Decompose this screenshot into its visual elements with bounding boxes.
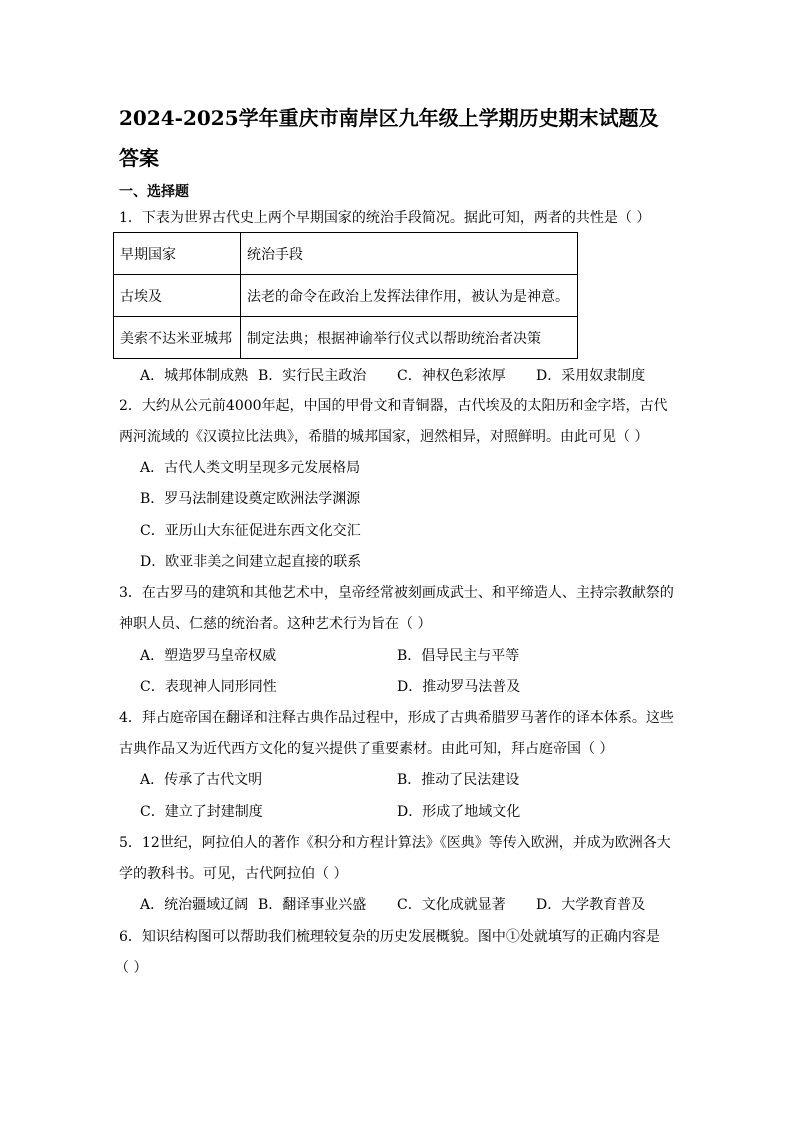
q5-stem-line2: 学的教科书。可见，古代阿拉伯（ ） — [119, 866, 348, 882]
q1-option-b: B．实行民主政治 — [258, 368, 367, 384]
table-row — [114, 233, 578, 275]
q4-option-a: A．传承了古代文明 — [140, 772, 263, 788]
q4-stem-line2: 古典作品又为近代西方文化的复兴提供了重要素材。由此可知，拜占庭帝国（ ） — [119, 741, 614, 757]
q4-stem-line1: 4．拜占庭帝国在翻译和注释古典作品过程中，形成了古典希腊罗马著作的译本体系。这些 — [119, 710, 674, 726]
q3-option-c: C．表现神人同形同性 — [140, 679, 277, 695]
q2-option-d: D．欧亚非美之间建立起直接的联系 — [140, 554, 362, 570]
q3-option-d: D．推动罗马法普及 — [397, 679, 521, 695]
section-heading: 一、选择题 — [119, 184, 189, 200]
table-cell: 美索不达米亚城邦 — [114, 317, 241, 359]
q5-stem-line1: 5．12世纪，阿拉伯人的著作《积分和方程计算法》《医典》等传入欧洲，并成为欧洲各大 — [119, 835, 671, 851]
q2-stem-line1: 2．大约从公元前4000年起，中国的甲骨文和青铜器，古代埃及的太阳历和金字塔，古代 — [119, 398, 668, 414]
table-cell: 制定法典；根据神谕举行仪式以帮助统治者决策 — [241, 317, 578, 359]
table-header: 统治手段 — [241, 233, 578, 275]
q3-stem-line1: 3．在古罗马的建筑和其他艺术中，皇帝经常被刻画成武士、和平缔造人、主持宗教献祭的 — [119, 585, 674, 601]
q3-stem-line2: 神职人员、仁慈的统治者。这种艺术行为旨在（ ） — [119, 616, 432, 632]
q2-option-c: C．亚历山大东征促进东西文化交汇 — [140, 523, 361, 539]
q4-option-b: B．推动了民法建设 — [397, 772, 520, 788]
q4-option-d: D．形成了地域文化 — [397, 804, 521, 820]
table-row — [114, 317, 578, 359]
q6-stem-line2: （ ） — [115, 960, 148, 976]
table-cell: 法老的命令在政治上发挥法律作用，被认为是神意。 — [241, 275, 578, 317]
q6-stem-line1: 6．知识结构图可以帮助我们梳理较复杂的历史发展概貌。图中①处就填写的正确内容是 — [119, 929, 660, 945]
table-row — [114, 275, 578, 317]
q1-option-a: A．城邦体制成熟 — [140, 368, 249, 384]
q5-option-c: C．文化成就显著 — [397, 897, 506, 913]
q2-stem-line2: 两河流域的《汉谟拉比法典》，希腊的城邦国家，迥然相异，对照鲜明。由此可见（ ） — [119, 429, 649, 445]
q5-option-a: A．统治疆域辽阔 — [140, 897, 249, 913]
doc-title-line1: 2024-2025学年重庆市南岸区九年级上学期历史期末试题及 — [119, 106, 659, 130]
q1-table — [113, 232, 578, 359]
table-header: 早期国家 — [114, 233, 241, 275]
q1-stem: 1．下表为世界古代史上两个早期国家的统治手段简况。据此可知，两者的共性是（ ） — [119, 210, 651, 226]
q5-option-d: D．大学教育普及 — [536, 897, 646, 913]
q2-option-b: B．罗马法制建设奠定欧洲法学渊源 — [140, 491, 361, 507]
q4-option-c: C．建立了封建制度 — [140, 804, 263, 820]
q3-option-a: A．塑造罗马皇帝权威 — [140, 648, 277, 664]
q3-option-b: B．倡导民主与平等 — [397, 648, 520, 664]
q2-option-a: A．古代人类文明呈现多元发展格局 — [140, 460, 361, 476]
table-cell: 古埃及 — [114, 275, 241, 317]
q5-option-b: B．翻译事业兴盛 — [258, 897, 367, 913]
q1-option-c: C．神权色彩浓厚 — [397, 368, 506, 384]
q1-option-d: D．采用奴隶制度 — [536, 368, 646, 384]
doc-title-line2: 答案 — [119, 146, 159, 170]
